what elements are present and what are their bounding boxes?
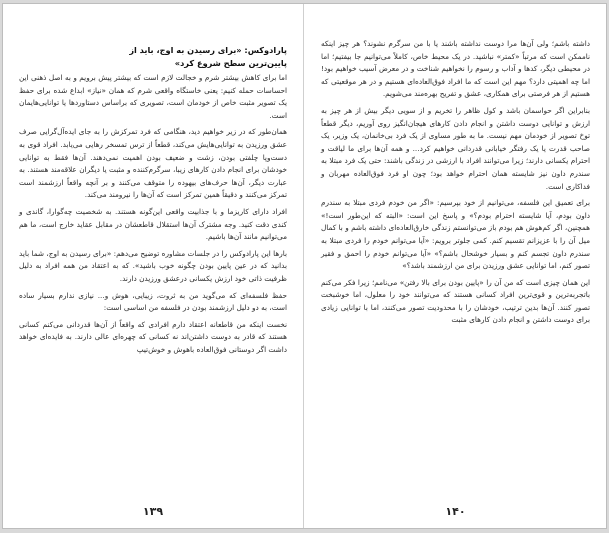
book-spread — [2, 3, 607, 529]
paragraph: افراد دارای کاریزما و با جذابیت واقعی این‌گونه هستند. به شخصیت چه‌گوارا، گاندی و کندی دقت کنید. وجه مشترک آن‌ها استقلال قاطعشان در مقابل عقاید خارج است، ما هم می‌توانیم مانند آن‌ها باشیم. — [19, 206, 287, 242]
paragraph: برای تعمیق این فلسفه، می‌توانیم از خود بپرسیم: «اگر من خودم فردی مبتلا به سندرم داون بودم، آیا شایسته احترام بودم؟» و پاسخ این است: «البته که این‌طور است!» همچنین، اگر کم‌هوش هم بودم باز می‌توانستم زندگی خارق‌العاده‌ای داشته باشم و با کمال میل آن را با عزیزانم تقسیم کنم. کمی جلوتر برویم: «آیا می‌توانم خودم را فردی مبتلا به سندرم داون تجسم کنم و بسیار خوشحال باشم؟» «آیا می‌توانم خودم را احمق و فقیر تصور کنم، اما توانایی عشق ورزیدن برای من ارزشمند باشد؟» — [321, 198, 590, 271]
paragraph: همان‌طور که در زیر خواهیم دید، هنگامی که فرد تمرکزش را به جای ایده‌آل‌گرایی صرف عشق ورزیدن به توانایی‌هایش می‌کند، قطعاً از ترس تمسخر رهایی می‌یابد. افراد قوی به دست‌وپا چلفتی بودن، زشت و ضعیف بودن اهمیت نمی‌دهند. آن‌ها فقط به توانایی خودشان برای انجام دادن کارهای زیبا، سرگرم‌کننده و مثبت یا دیگران علاقه‌مند هستند. به عبارت دیگر، آن‌ها حرف‌های بیهوده را متوقف می‌کنند و بر آنچه واقعاً ارزشمند است تمرکز می‌کنند و دقیقاً همین تمرکز است که آن‌ها را نیرومند می‌کند. — [19, 127, 287, 200]
page-number: ۱۴۰ — [445, 505, 466, 518]
right-page-text — [321, 38, 590, 331]
section-heading — [19, 44, 287, 70]
section-heading-line-2: پایین‌ترین سطح شروع کرد» — [174, 58, 287, 68]
paragraph: اما برای کاهش بیشتر شرم و خجالت لازم است که بیشتر پیش برویم و به اصل ذهنی این احساسات حمله کنیم: یعنی خاستگاه واقعی شرم که همان «نیاز» ابداع شده برای حفظ یک تصویر مثبت خاص از خودمان است، تصویری که براساس دستاوردها یا توانایی‌هایمان است. — [19, 73, 287, 120]
paragraph: بارها این پارادوکس را در جلسات مشاوره توضیح می‌دهم: «برای رسیدن به اوج، شما باید بدانید که در عین پایین بودن چگونه خوب باشید». که به اعتقاد من همه افراد به دلیل ظرفیت ذاتی خود ارزش یکسانی درعشق ورزیدن دارند. — [19, 248, 287, 283]
left-page-text — [19, 44, 287, 360]
right-page — [305, 4, 606, 528]
section-heading-line-1: پارادوکس: «برای رسیدن به اوج، باید از — [129, 45, 287, 55]
page-number: ۱۳۹ — [142, 505, 164, 518]
paragraph: نخست اینکه من قاطعانه اعتقاد دارم افرادی که واقعاً از آن‌ها قدردانی می‌کنم کسانی هستند که قادر به دوست داشتن‌اند نه کسانی که چهره‌ای عالی دارند. به فایده‌ای خواهد داشت اگر دوستانی فوق‌العاده باهوش و خوش‌تیپ — [19, 319, 287, 354]
paragraph: بنابراین اگر حواسمان باشد و کول ظاهر را تخریم و از سویی دیگر بیش از هر چیز به ارزش و توانایی دوست داشتن و انجام دادن کارهای هیجان‌انگیز روی آوریم، دیگر قطعاً توخ تصویر از خودمان مهم نیست. ما به طور مساوی از یک فرد بی‌خانمان، یک وزیر، یک صاحب قدرت یا یک رفتگر خیابانی قدردانی خواهیم کرد... و همه آن‌ها برای ما لیاقت و احترام یکسانی دارند؛ زیرا می‌توانند افراد با ارزشی در زندگی باشند: حتی یک فرد مبتلا به سندرم داون نیز شایسته همان احترام خواهد بود؛ چون او فرد فوق‌العاده مهربان و فداکاری است. — [321, 105, 590, 191]
paragraph: داشته باشم؛ ولی آن‌ها مرا دوست نداشته باشند یا با من سرگرم نشوند؟ هر چیز اینکه ناممکن است که مرتباً «کمتر» نباشید. در یک محیط خاص، کاملاً می‌توانیم جا بیفتیم؛ اما در محیطی دیگر، کدها و آداب و رسوم را نخواهیم شناخت و در معرض آسیب خواهیم بود! اما چه اهمیتی دارد؟ مهم این است که ما افراد فوق‌العاده‌ای هستیم و در هر موقعیتی که هستیم از هر فرصتی برای همکاری، عشق و تفریح بهره‌مند می‌شویم. — [321, 39, 590, 99]
paragraph: حفظ فلسفه‌ای که می‌گوید من به ثروت، زیبایی، هوش و... نیازی ندارم بسیار ساده است، به دو دلیل ارزشمند بودن در فلسفه من اساسی است: — [19, 290, 287, 313]
paragraph: این همان چیزی است که من آن را «پایین بودن برای بالا رفتن» می‌نامم؛ زیرا فکر می‌کنم باتجربه‌ترین و قوی‌ترین افراد کسانی هستند که می‌توانند خود را معلول، اما خوشبخت تصور کنند. آن‌ها بدین ترتیب، خودشان را با محدودیت تصور می‌کنند، اما با توانایی زیادی برای دوست داشتن و انجام دادن کارهای مثبت — [321, 277, 590, 325]
left-page — [3, 4, 304, 528]
